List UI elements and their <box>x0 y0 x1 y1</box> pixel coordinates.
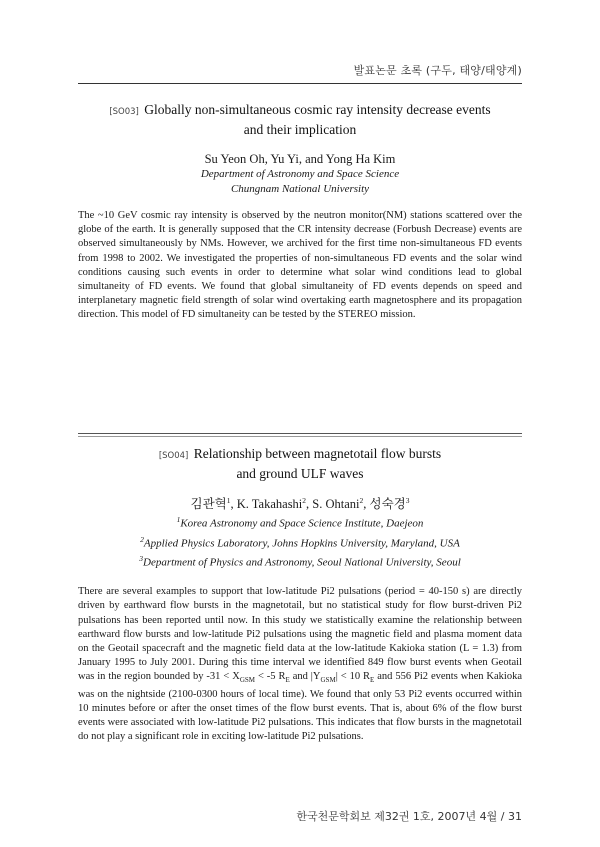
body-subscript: E <box>285 676 290 685</box>
author-sup: 2 <box>359 496 364 505</box>
body-text-part: and 556 Pi2 events when Kakioka was on the nightside (2100-0300 hours of local time). We found that only 53 Pi2 events occurred within 10 minutes before or after the onset times of the flow burst events. That is, about 6% of the flow burst events were associated with low-latitude Pi2 pulsations. This indicates that flow bursts in the magnetotail do not play a significant role in exciting low-latitude Pi2 pulsations. <box>78 671 522 743</box>
body-subscript: GSM <box>320 676 336 685</box>
affiliation-text: Department of Physics and Astronomy, Seoul National University, Seoul <box>143 557 461 570</box>
affiliation-sup: 3 <box>139 554 143 564</box>
abstract-so03 <box>78 101 522 323</box>
body-text-part: and |Y <box>289 671 321 683</box>
abstract-title <box>78 101 522 139</box>
title-line-1: Relationship between magnetotail flow bursts <box>193 446 442 461</box>
abstract-title <box>78 445 522 483</box>
section-divider-thin <box>78 436 522 437</box>
abstract-so04 <box>78 445 522 744</box>
title-line-2: and their implication <box>243 122 357 137</box>
body-subscript: E <box>370 676 375 685</box>
affiliation-3 <box>78 551 522 571</box>
body-text-part: | < 10 R <box>335 671 371 683</box>
affiliation-2 <box>78 532 522 552</box>
author-sup: 1 <box>226 496 231 505</box>
author-name: 김관혁 <box>190 497 227 512</box>
authors: Su Yeon Oh, Yu Yi, and Yong Ha Kim <box>204 152 396 166</box>
running-header: 발표논문 초록 (구두, 태양/태양계) <box>353 64 522 77</box>
abstract-body <box>78 585 522 744</box>
section-divider <box>78 433 522 434</box>
affiliation-sup: 1 <box>176 515 181 525</box>
affiliation-1 <box>78 512 522 532</box>
affiliation-sup: 2 <box>140 534 144 544</box>
abstract-code: [SO04] <box>158 451 189 461</box>
title-line-2: and ground ULF waves <box>236 466 364 481</box>
author-name: 성숙경 <box>369 497 406 512</box>
title-line-1: Globally non-simultaneous cosmic ray intensity decrease events <box>144 102 491 117</box>
body-text-part: < -5 R <box>255 671 286 683</box>
author-sup: 2 <box>302 496 307 505</box>
abstract-body: The ~10 GeV cosmic ray intensity is observed by the neutron monitor(NM) stations scattered over the globe of the earth. It is generally supposed that the CR intensity decrease (Forbush Decrease) events are observed simultaneously by NMs. However, we archived for the first time non-simultaneous FD events from 1998 to 2002. We investigated the properties of non-simultaneous FD events and the solar wind conditions causing such events in order to determine what solar wind conditions lead to global simultaneity of FD events. We found that global simultaneity of FD events depends on speed and interplanetary magnetic field strength of solar wind overtaking earth magnetosphere and its propagation direction. This model of FD simultaneity can be tested by the STEREO mission. <box>78 210 522 321</box>
body-subscript: GSM <box>239 676 255 685</box>
affiliation-text: Applied Physics Laboratory, Johns Hopkins University, Maryland, USA <box>143 537 460 550</box>
affiliation-text: Korea Astronomy and Space Science Institute, Daejeon <box>180 517 424 530</box>
affiliation-line-2: Chungnam National University <box>230 183 370 195</box>
abstract-code: [SO03] <box>109 107 139 117</box>
body-text-part: There are several examples to support that low-latitude Pi2 pulsations (period = 40-150 s) are directly driven by earthward flow bursts in the magnetotail, but no statistical study for flow burst-driven Pi2 pulsations has been reported until now. In this study we statistically examine the relationship between earthward flow bursts and low-latitude Pi2 pulsations using the magnetic field and plasma moment data on the Geotail spacecraft and the magnetic field data at the low-latitude Kakioka station (L = 1.3) from January 1995 to July 2001. During this time interval we identified 849 flow burst events when Geotail was in the region bounded by -31 < X <box>78 586 522 683</box>
header-rule <box>78 83 522 84</box>
author-sup: 3 <box>405 496 410 505</box>
authors: 김관혁$^1$, K. Takahashi$^2$, S. Ohtani$^2$, 성숙경$^3$ <box>190 496 410 512</box>
author-name: S. Ohtani <box>312 497 360 512</box>
author-name: K. Takahashi <box>236 497 303 512</box>
affiliation-line-1: Department of Astronomy and Space Science <box>200 168 400 180</box>
page-footer: 한국천문학회보 제32권 1호, 2007년 4월 / 31 <box>296 810 522 823</box>
